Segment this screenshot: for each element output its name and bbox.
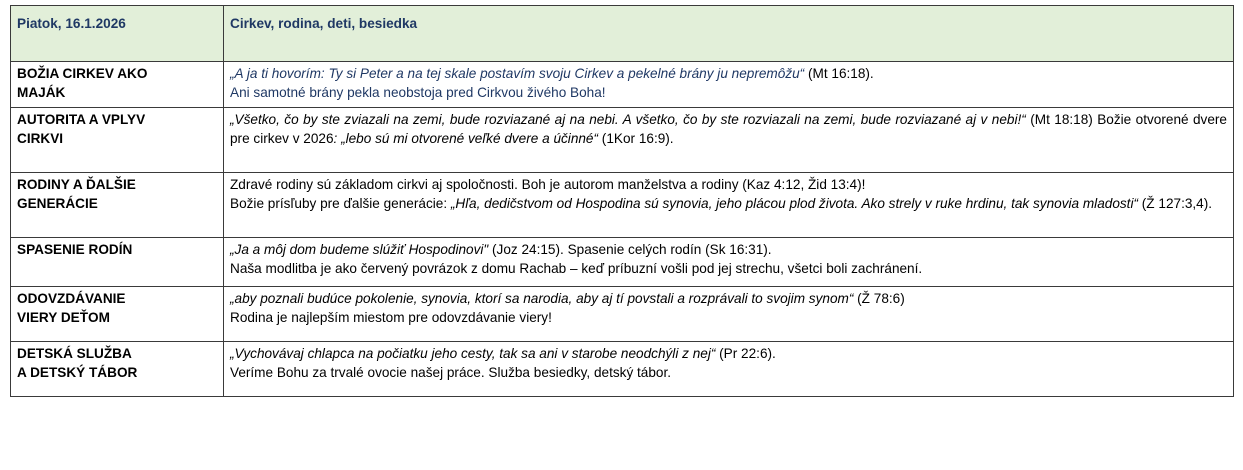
- content-cell: [224, 62, 1234, 108]
- topic-cell: [11, 62, 224, 108]
- topic-cell: [11, 342, 224, 397]
- topic-line: ODOVZDÁVANIE: [17, 291, 126, 306]
- content-line: Veríme Bohu za trvalé ovocie našej práce. Služba besiedky, detský tábor.: [230, 365, 672, 380]
- scripture-quote: „aby poznali budúce pokolenie, synovia, ktorí sa narodia, aby aj tí povstali a rozprávali to svojim synom“: [230, 291, 854, 306]
- topic-line: AUTORITA A VPLYV: [17, 112, 146, 127]
- topic-cell: [11, 173, 224, 238]
- topic-line: A DETSKÝ TÁBOR: [17, 365, 138, 380]
- topic-line: RODINY A ĎALŠIE: [17, 177, 136, 192]
- content-cell: [224, 342, 1234, 397]
- scripture-quote: „A ja ti hovorím: Ty si Peter a na tej skale postavím svoju Cirkev a pekelné brány ju nepremôžu“: [230, 66, 805, 81]
- scripture-ref: (Mt 16:18).: [804, 66, 874, 81]
- table-row: [11, 238, 1234, 287]
- topic-cell: [11, 108, 224, 173]
- topic-line: GENERÁCIE: [17, 196, 98, 211]
- topic-cell: [11, 238, 224, 287]
- content-cell: [224, 108, 1234, 173]
- topic-line: CIRKVI: [17, 131, 64, 146]
- topic-line: BOŽIA CIRKEV AKO: [17, 66, 148, 81]
- topic-line: SPASENIE RODÍN: [17, 242, 133, 257]
- topic-line: DETSKÁ SLUŽBA: [17, 346, 132, 361]
- header-date: Piatok, 16.1.2026: [11, 6, 224, 62]
- scripture-ref: (1Kor 16:9).: [598, 131, 674, 146]
- table-row: [11, 173, 1234, 238]
- content-line: Ani samotné brány pekla neobstoja pred Cirkvou živého Boha!: [230, 85, 606, 100]
- content-line: Naša modlitba je ako červený povrázok z domu Rachab – keď príbuzní vošli pod jej strechu, všetci boli zachránení.: [230, 261, 923, 276]
- scripture-quote: „Všetko, čo by ste zviazali na zemi, bude rozviazané aj na nebi. A všetko, čo by ste rozviazali na zemi, bude rozviazané aj v nebi!“: [230, 112, 1026, 127]
- header-theme: Cirkev, rodina, deti, besiedka: [224, 6, 1234, 62]
- scripture-quote: „Hľa, dedičstvom od Hospodina sú synovia, jeho plácou plod života. Ako strely v ruke hrdinu, tak synovia mladosti“: [450, 196, 1138, 211]
- topic-line: VIERY DEŤOM: [17, 310, 110, 325]
- table-row: [11, 342, 1234, 397]
- table-row: [11, 287, 1234, 342]
- scripture-ref: (Pr 22:6).: [715, 346, 776, 361]
- scripture-ref: (Joz 24:15). Spasenie celých rodín (Sk 16:31).: [488, 242, 772, 257]
- scripture-ref: (Ž 127:3,4).: [1138, 196, 1213, 211]
- content-cell: [224, 173, 1234, 238]
- table-row: [11, 62, 1234, 108]
- header-row: [11, 6, 1234, 62]
- topic-cell: [11, 287, 224, 342]
- content-cell: [224, 238, 1234, 287]
- content-cell: [224, 287, 1234, 342]
- scripture-quote: : „lebo sú mi otvorené veľké dvere a účinné“: [333, 131, 599, 146]
- scripture-ref: (Mt 18:18) Božie otvorené dvere pre cirkev v 2026: [230, 112, 1227, 146]
- table-row: [11, 108, 1234, 173]
- content-line: Rodina je najlepším miestom pre odovzdávanie viery!: [230, 310, 552, 325]
- content-prefix: Božie prísľuby pre ďalšie generácie:: [230, 196, 451, 211]
- scripture-ref: (Ž 78:6): [853, 291, 905, 306]
- scripture-quote: „Vychovávaj chlapca na počiatku jeho cesty, tak sa ani v starobe neodchýli z nej“: [230, 346, 716, 361]
- topic-line: MAJÁK: [17, 85, 66, 100]
- schedule-table: [10, 5, 1234, 397]
- scripture-quote: „Ja a môj dom budeme slúžiť Hospodinovi": [230, 242, 489, 257]
- content-line: Zdravé rodiny sú základom cirkvi aj spoločnosti. Boh je autorom manželstva a rodiny (Kaz 4:12, Žid 13:4)!: [230, 177, 866, 192]
